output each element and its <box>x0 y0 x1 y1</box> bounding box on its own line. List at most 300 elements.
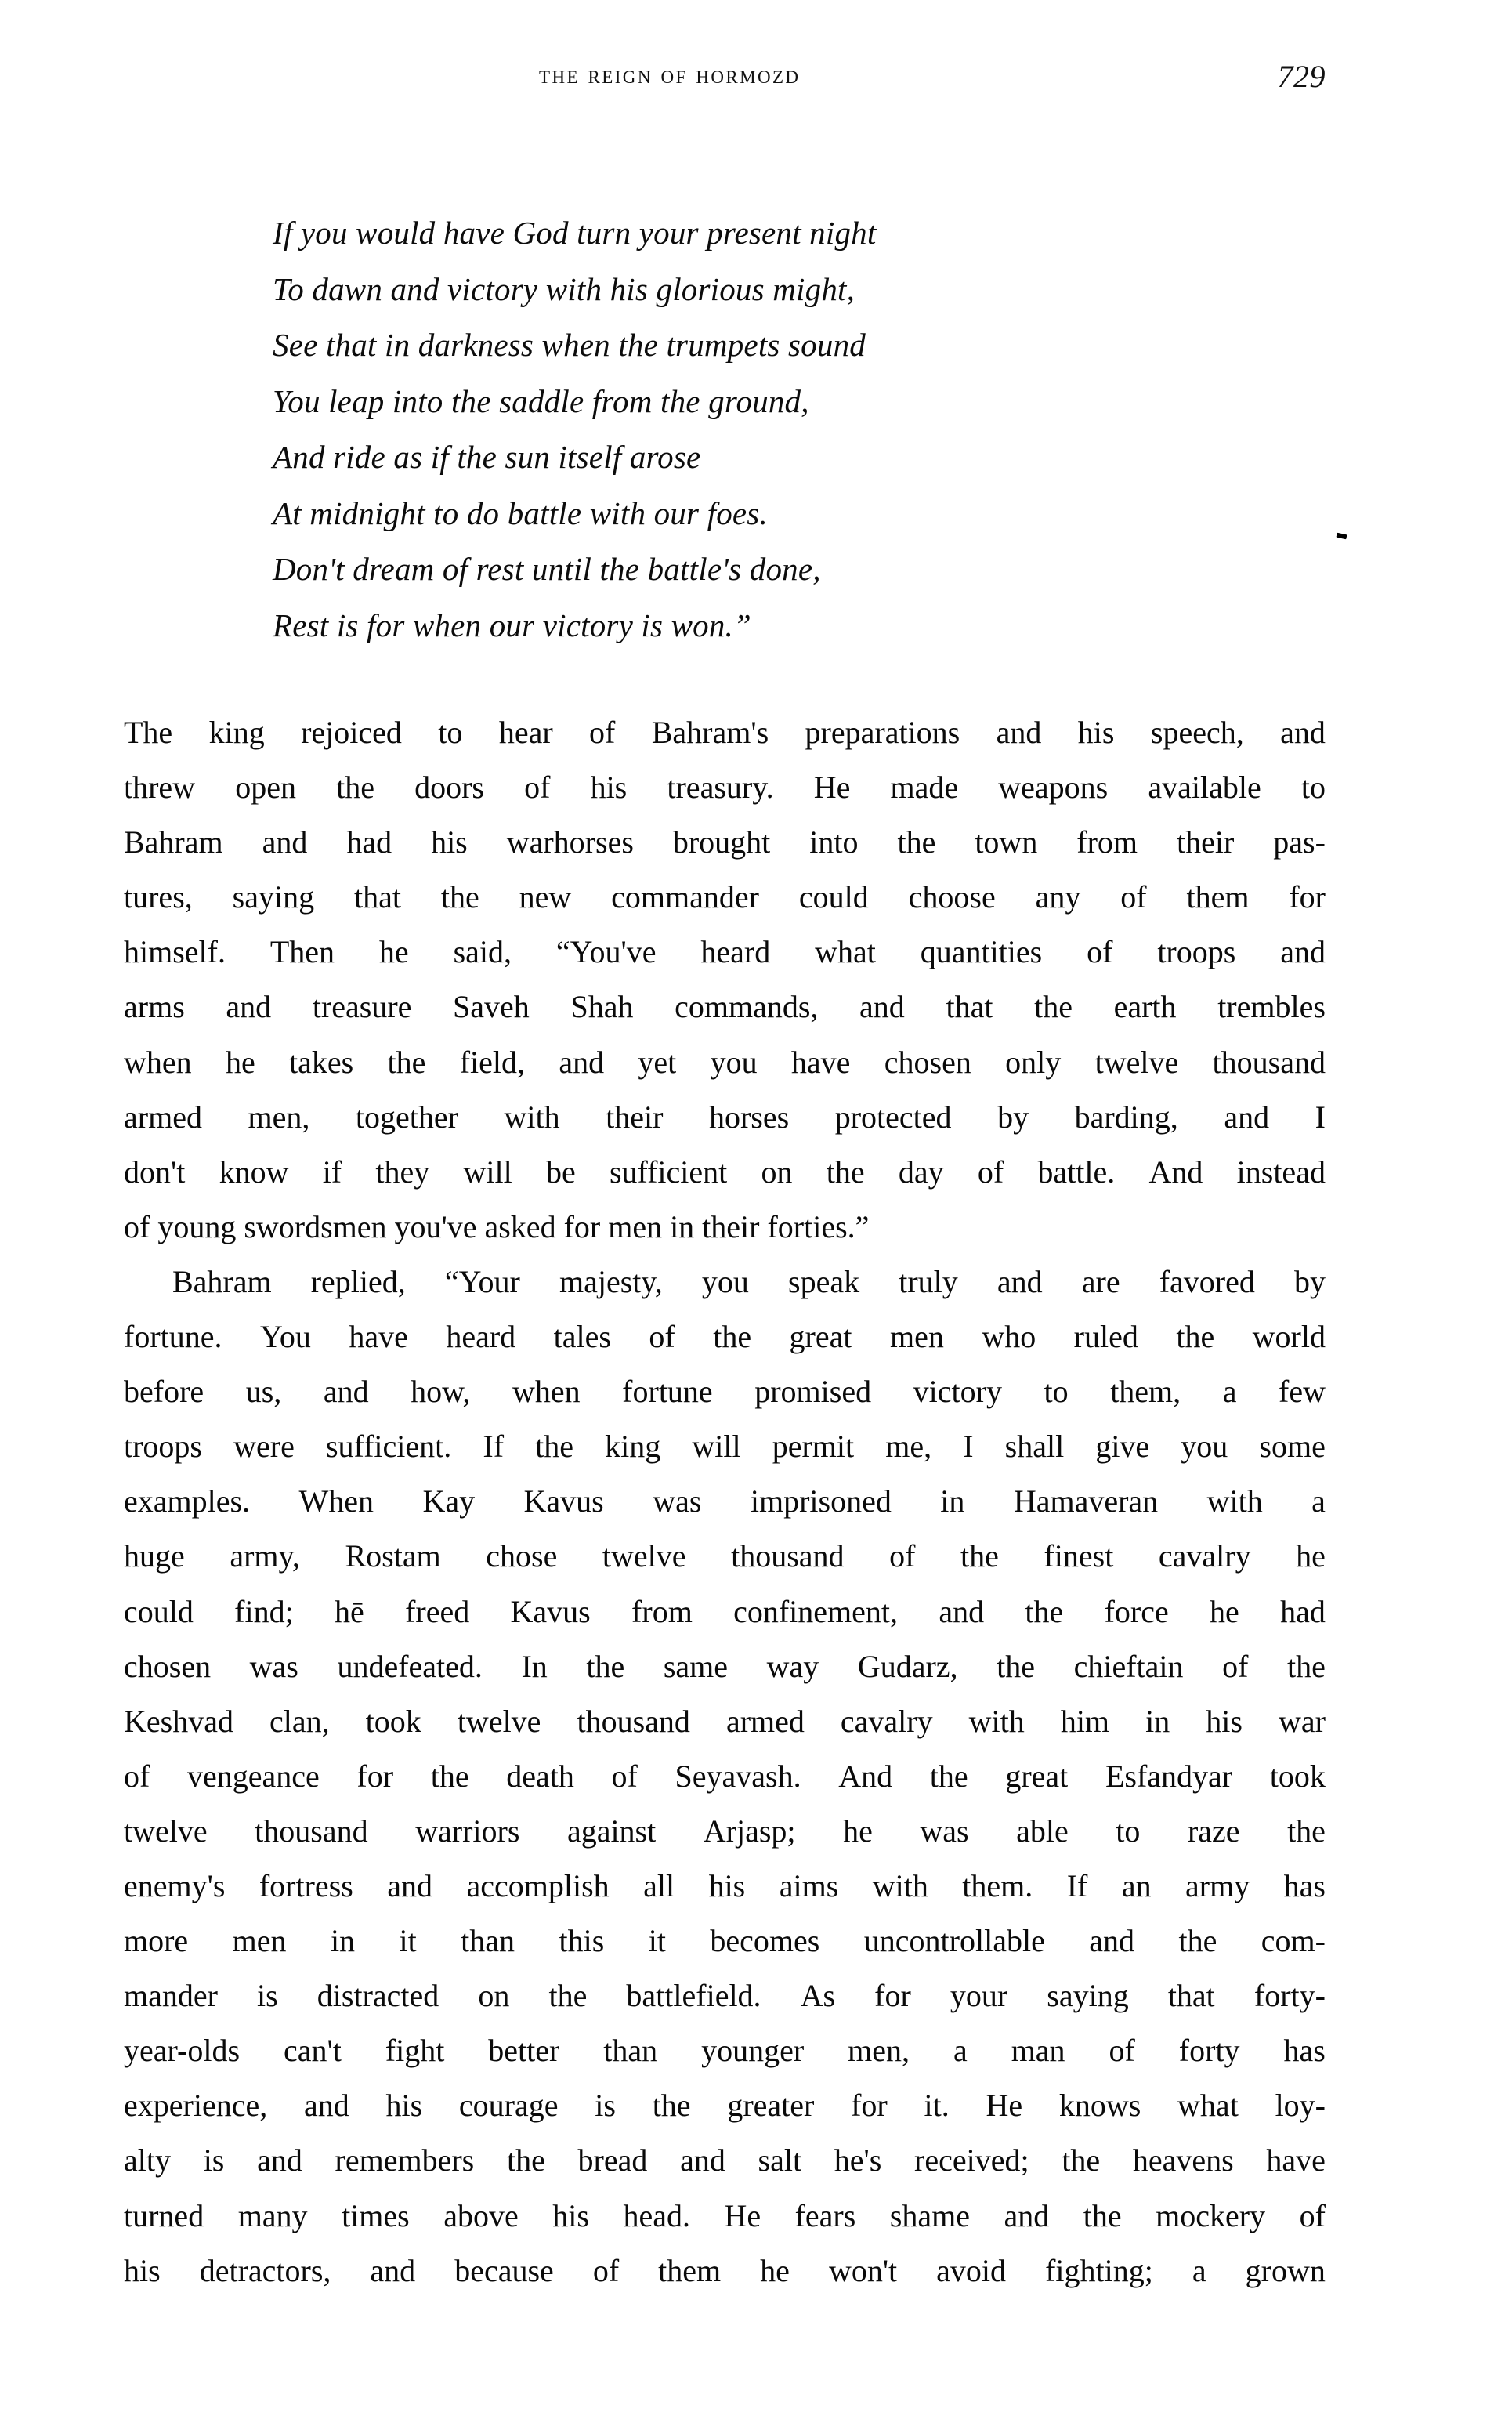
prose-word: victory <box>913 1374 1002 1410</box>
prose-word: what <box>815 934 876 970</box>
prose-line <box>124 760 1326 815</box>
prose-word: his <box>590 770 628 806</box>
prose-word: his <box>708 1867 746 1903</box>
prose-line <box>124 1090 1326 1145</box>
prose-word: to <box>1116 1813 1141 1849</box>
prose-word: have <box>349 1319 408 1355</box>
prose-word: men <box>232 1923 287 1959</box>
verse-line: And ride as if the sun itself arose <box>273 439 701 475</box>
prose-word: armed <box>725 1703 805 1739</box>
prose-line <box>124 1419 1326 1474</box>
prose-word: “You've <box>555 934 657 970</box>
prose-word: could <box>124 1593 194 1629</box>
prose-word: of <box>524 770 551 806</box>
prose-word: world <box>1252 1319 1326 1355</box>
prose-word: He <box>724 2197 761 2233</box>
prose-word: replied, <box>310 1263 406 1299</box>
prose-word: If <box>483 1429 505 1465</box>
prose-word: year-olds <box>124 2033 241 2069</box>
prose-word: men, <box>248 1099 310 1135</box>
prose-word: Seyavash. <box>675 1758 801 1794</box>
prose-word: alty <box>124 2142 171 2179</box>
prose-word: available <box>1148 770 1261 806</box>
prose-line <box>124 1309 1326 1364</box>
prose-word: a <box>1192 2252 1206 2288</box>
prose-word: mander <box>124 1978 218 2014</box>
prose-word: speak <box>788 1263 860 1299</box>
prose-word: of <box>889 1538 916 1574</box>
prose-word: cavalry <box>840 1703 933 1739</box>
prose-line <box>124 980 1326 1034</box>
prose-line <box>124 1145 1326 1200</box>
prose-word: and <box>559 1044 605 1080</box>
prose-word: be <box>545 1154 576 1190</box>
prose-word: new <box>519 879 572 915</box>
prose-word: treasury. <box>667 770 774 806</box>
prose-word: the <box>929 1758 968 1794</box>
prose-word: the <box>1025 1593 1064 1629</box>
prose-word: before <box>124 1374 204 1410</box>
prose-line <box>124 1364 1326 1419</box>
prose-word: better <box>488 2033 560 2069</box>
prose-word: knows <box>1058 2088 1141 2124</box>
prose-word: freed <box>405 1593 470 1629</box>
prose-word: day <box>898 1154 944 1190</box>
prose-word: he <box>1296 1538 1326 1574</box>
prose-word: fight <box>385 2033 445 2069</box>
prose-word: that <box>946 989 993 1025</box>
prose-word: and <box>262 824 308 860</box>
prose-word: of <box>1087 934 1113 970</box>
prose-word: a <box>1222 1374 1237 1410</box>
prose-word: me, <box>885 1429 932 1465</box>
prose-word: king <box>605 1429 661 1465</box>
prose-word: himself. <box>124 934 226 970</box>
prose-word: the <box>548 1978 588 2014</box>
verse-line: If you would have God turn your present night <box>273 215 877 251</box>
prose-word: into <box>809 824 859 860</box>
prose-word: because <box>454 2252 554 2288</box>
prose-word: the <box>506 2142 545 2179</box>
prose-word: favored <box>1159 1263 1255 1299</box>
prose-word: confinement, <box>733 1593 899 1629</box>
prose-word: the <box>1286 1648 1326 1684</box>
prose-word: know <box>219 1154 289 1190</box>
prose-line <box>124 2189 1326 2244</box>
prose-word: has <box>1283 1867 1326 1903</box>
prose-word: fears <box>794 2197 856 2233</box>
prose-word: salt <box>758 2142 802 2179</box>
prose-word: greater <box>727 2088 815 2124</box>
prose-word: said, <box>453 934 512 970</box>
prose-word: for <box>356 1758 394 1794</box>
prose-word: will <box>692 1429 741 1465</box>
prose-word: their <box>1177 824 1235 860</box>
prose-line <box>124 2078 1326 2133</box>
prose-word: the <box>1034 989 1073 1025</box>
verse-line: Don't dream of rest until the battle's done, <box>273 551 821 587</box>
prose-word: of <box>649 1319 675 1355</box>
prose-word: he's <box>834 2142 882 2179</box>
prose-word: examples. <box>124 1483 251 1519</box>
prose-word: to <box>438 715 463 750</box>
prose-word: when <box>124 1044 192 1080</box>
prose-word: it <box>648 1923 666 1959</box>
prose-word: thousand <box>577 1703 690 1739</box>
prose-word: threw <box>124 770 196 806</box>
prose-line <box>124 1035 1326 1090</box>
prose-word: and <box>226 989 272 1025</box>
prose-word: Kavus <box>523 1483 604 1519</box>
prose-word: them <box>1186 879 1250 915</box>
prose-word: them <box>658 2252 722 2288</box>
prose-word: same <box>663 1648 729 1684</box>
prose-word: don't <box>124 1154 186 1190</box>
prose-word: forty- <box>1253 1978 1326 2014</box>
prose-word: the <box>1287 1813 1326 1849</box>
prose-word: Then <box>269 934 335 970</box>
prose-word: and <box>323 1374 369 1410</box>
prose-word: courage <box>458 2088 559 2124</box>
prose-word: Bahram's <box>651 715 769 750</box>
prose-word: arms <box>124 989 185 1025</box>
prose-word: Esfandyar <box>1105 1758 1233 1794</box>
prose-word: shame <box>889 2197 970 2233</box>
prose-word: avoid <box>936 2252 1007 2288</box>
prose-word: tures, <box>124 879 193 915</box>
prose-word: uncontrollable <box>863 1923 1045 1959</box>
prose-word: you <box>710 1044 758 1080</box>
prose-word: his <box>1077 715 1115 750</box>
prose-word: ruled <box>1073 1319 1138 1355</box>
prose-word: is <box>595 2088 616 2124</box>
verse-line: To dawn and victory with his glorious might, <box>273 270 855 307</box>
verse-line: Rest is for when our victory is won.” <box>273 607 752 643</box>
prose-word: us, <box>245 1374 282 1410</box>
prose-line <box>124 705 1326 760</box>
prose-word: together <box>355 1099 458 1135</box>
running-head <box>124 61 1326 108</box>
prose-line <box>124 2023 1326 2078</box>
prose-line <box>124 925 1326 980</box>
prose-word: he <box>1210 1593 1239 1629</box>
prose-word: by <box>997 1099 1029 1135</box>
prose-word: he <box>760 2252 790 2288</box>
prose-word: Kavus <box>510 1593 591 1629</box>
prose-word: twelve <box>602 1538 686 1574</box>
prose-word: he <box>378 934 409 970</box>
prose-word: man <box>1011 2033 1065 2069</box>
prose-word: received; <box>914 2142 1029 2179</box>
prose-word: who <box>982 1319 1036 1355</box>
prose-word: chieftain <box>1073 1648 1184 1684</box>
prose-line <box>124 1968 1326 2023</box>
prose-word: finest <box>1044 1538 1114 1574</box>
prose-word: tales <box>553 1319 611 1355</box>
prose-word: were <box>233 1429 295 1465</box>
prose-word: twelve <box>124 1813 208 1849</box>
prose-word: takes <box>289 1044 354 1080</box>
prose-line: of young swordsmen you've asked for men in their forties.” <box>124 1208 870 1244</box>
prose-word: on <box>761 1154 793 1190</box>
prose-word: weapons <box>998 770 1109 806</box>
prose-word: thousand <box>1212 1044 1326 1080</box>
prose-word: com- <box>1261 1923 1326 1959</box>
prose-word: the <box>826 1154 865 1190</box>
prose-word: the <box>1083 2197 1122 2233</box>
prose-word: and <box>303 2088 349 2124</box>
prose-word: times <box>342 2197 410 2233</box>
prose-word: for <box>874 1978 911 2014</box>
prose-word: I <box>1315 1099 1326 1135</box>
prose-word: to <box>1300 770 1326 806</box>
prose-word: in <box>1145 1703 1170 1739</box>
prose-word: by <box>1293 1263 1326 1299</box>
prose-word: Saveh <box>453 989 530 1025</box>
prose-word: and <box>859 989 905 1025</box>
prose-word: sufficient. <box>325 1429 452 1465</box>
prose-word: what <box>1177 2088 1239 2124</box>
prose-word: turned <box>124 2197 204 2233</box>
prose-word: how, <box>411 1374 471 1410</box>
prose-word: the <box>713 1319 752 1355</box>
prose-word: protected <box>834 1099 952 1135</box>
prose-line <box>124 1639 1326 1694</box>
prose-line <box>124 1804 1326 1859</box>
prose-word: Gudarz, <box>857 1648 958 1684</box>
prose-word: earth <box>1113 989 1177 1025</box>
prose-word: speech, <box>1150 715 1244 750</box>
prose-word: thousand <box>731 1538 845 1574</box>
prose-word: all <box>643 1867 675 1903</box>
prose-word: Shah <box>570 989 634 1025</box>
prose-word: experience, <box>124 2088 268 2124</box>
prose-word: battlefield. <box>626 1978 761 2014</box>
prose-word: army, <box>230 1538 300 1574</box>
prose-word: your <box>950 1978 1008 2014</box>
prose-word: open <box>235 770 296 806</box>
prose-word: king <box>208 715 265 750</box>
prose-word: town <box>975 824 1038 860</box>
prose-word: and <box>257 2142 302 2179</box>
prose-word: heavens <box>1132 2142 1234 2179</box>
prose-word: brought <box>672 824 771 860</box>
prose-word: In <box>521 1648 548 1684</box>
prose-word: barding, <box>1074 1099 1178 1135</box>
prose-word: Hamaveran <box>1013 1483 1159 1519</box>
prose-word: becomes <box>710 1923 820 1959</box>
prose-word: mockery <box>1156 2197 1266 2233</box>
prose-word: the <box>586 1648 625 1684</box>
prose-word: and <box>1280 934 1326 970</box>
prose-word: promised <box>754 1374 872 1410</box>
verse-line: See that in darkness when the trumpets sound <box>273 327 866 363</box>
prose-word: twelve <box>457 1703 541 1739</box>
prose-word: their <box>606 1099 664 1135</box>
verse-line: You leap into the saddle from the ground, <box>273 382 809 419</box>
prose-word: twelve <box>1094 1044 1179 1080</box>
prose-word: and <box>939 1593 985 1629</box>
prose-word: with <box>1206 1483 1263 1519</box>
prose-word: in <box>940 1483 965 1519</box>
prose-word: took <box>1269 1758 1326 1794</box>
prose-word: in <box>330 1923 356 1959</box>
prose-word: warhorses <box>506 824 634 860</box>
prose-word: of <box>124 1758 150 1794</box>
prose-word: field, <box>459 1044 526 1080</box>
prose-word: Kay <box>422 1483 476 1519</box>
prose-word: and <box>1224 1099 1270 1135</box>
prose-word: force <box>1104 1593 1169 1629</box>
prose-word: remembers <box>335 2142 475 2179</box>
prose-word: detractors, <box>199 2252 331 2288</box>
prose-word: heard <box>700 934 771 970</box>
running-head-title: the reign of hormozd <box>539 61 801 89</box>
prose-word: able <box>1016 1813 1069 1849</box>
prose-word: pas- <box>1273 824 1326 860</box>
prose-word: saying <box>232 879 315 915</box>
prose-word: army <box>1185 1867 1250 1903</box>
prose-word: that <box>1167 1978 1215 2014</box>
prose-word: to <box>1044 1374 1069 1410</box>
prose-word: troops <box>124 1429 202 1465</box>
prose-word: quantities <box>920 934 1043 970</box>
prose-word: fortune. <box>124 1319 222 1355</box>
prose-word: from <box>1076 824 1138 860</box>
prose-word: from <box>631 1593 693 1629</box>
prose-word: aims <box>779 1867 839 1903</box>
prose-word: fortress <box>259 1867 353 1903</box>
prose-word: the <box>430 1758 469 1794</box>
prose-word: that <box>353 879 401 915</box>
prose-word: loy- <box>1275 2088 1326 2124</box>
prose-word: he <box>843 1813 873 1849</box>
prose-word: chose <box>486 1538 558 1574</box>
prose-word: had <box>346 824 392 860</box>
prose-word: grown <box>1245 2252 1326 2288</box>
prose-word: Bahram <box>172 1263 272 1299</box>
prose-word: heard <box>446 1319 516 1355</box>
prose-word: had <box>1280 1593 1326 1629</box>
prose-word: and <box>1280 715 1326 750</box>
prose-word: clan, <box>269 1703 330 1739</box>
prose-word: “Your <box>444 1263 520 1299</box>
prose-word: head. <box>623 2197 690 2233</box>
prose-word: commands, <box>675 989 819 1025</box>
verse-line: At midnight to do battle with our foes. <box>273 494 768 531</box>
prose-word: trembles <box>1217 989 1326 1025</box>
prose-word: When <box>298 1483 374 1519</box>
verse-block <box>273 205 1150 654</box>
prose-word: only <box>1005 1044 1062 1080</box>
prose-word: you <box>1181 1429 1228 1465</box>
prose-word: And <box>838 1758 893 1794</box>
prose-word: of <box>611 1758 638 1794</box>
prose-word: any <box>1035 879 1081 915</box>
prose-word: the <box>1176 1319 1215 1355</box>
prose-word: few <box>1279 1374 1326 1410</box>
prose-word: his <box>385 2088 423 2124</box>
prose-word: for <box>1289 879 1326 915</box>
prose-word: I <box>963 1429 974 1465</box>
prose-word: than <box>603 2033 658 2069</box>
prose-word: He <box>813 770 851 806</box>
prose-word: and <box>996 715 1042 750</box>
prose-word: will <box>463 1154 512 1190</box>
prose-word: battle. <box>1037 1154 1116 1190</box>
prose-word: the <box>652 2088 691 2124</box>
prose-word: with <box>504 1099 560 1135</box>
prose-word: he <box>225 1044 255 1080</box>
prose-word: chosen <box>884 1044 971 1080</box>
prose-word: they <box>375 1154 430 1190</box>
prose-word: yet <box>638 1044 677 1080</box>
prose-line <box>124 1694 1326 1749</box>
prose-line <box>124 1255 1326 1309</box>
prose-line <box>124 1474 1326 1529</box>
prose-word: vengeance <box>186 1758 320 1794</box>
prose-word: the <box>897 824 936 860</box>
prose-word: bread <box>577 2142 648 2179</box>
prose-word: the <box>440 879 479 915</box>
prose-word: If <box>1066 1867 1088 1903</box>
prose-word: can't <box>283 2033 342 2069</box>
prose-word: the <box>997 1648 1035 1684</box>
prose-word: a <box>1311 1483 1326 1519</box>
prose-word: for <box>851 2088 888 2124</box>
prose-word: could <box>798 879 869 915</box>
prose-word: forty <box>1178 2033 1240 2069</box>
prose-word: way <box>766 1648 819 1684</box>
prose-word: The <box>124 715 173 750</box>
prose-word: distracted <box>317 1978 439 2014</box>
prose-word: accomplish <box>466 1867 610 1903</box>
prose-word: cavalry <box>1158 1538 1251 1574</box>
prose-word: and <box>1089 1923 1135 1959</box>
prose-word: men, <box>848 2033 910 2069</box>
prose-word: Rostam <box>345 1538 441 1574</box>
prose-word: armed <box>124 1099 202 1135</box>
prose-word: Bahram <box>124 824 223 860</box>
prose-word: his <box>431 824 468 860</box>
prose-word: has <box>1283 2033 1326 2069</box>
prose-word: and <box>370 2252 416 2288</box>
prose-word: thousand <box>255 1813 368 1849</box>
prose-word: give <box>1095 1429 1150 1465</box>
prose-word: was <box>653 1483 702 1519</box>
prose-word: won't <box>828 2252 898 2288</box>
prose-word: majesty, <box>559 1263 663 1299</box>
prose-word: and <box>387 1867 433 1903</box>
prose-word: are <box>1081 1263 1120 1299</box>
prose-word: younger <box>701 2033 805 2069</box>
prose-word: and <box>997 1263 1043 1299</box>
prose-word: As <box>800 1978 836 2014</box>
prose-word: a <box>953 2033 968 2069</box>
prose-word: the <box>1178 1923 1217 1959</box>
prose-word: preparations <box>805 715 960 750</box>
prose-word: hē <box>335 1593 364 1629</box>
prose-word: his <box>1206 1703 1243 1739</box>
prose-word: raze <box>1187 1813 1240 1849</box>
prose-line <box>124 1585 1326 1639</box>
prose-word: enemy's <box>124 1867 226 1903</box>
prose-word: you <box>701 1263 749 1299</box>
prose-word: when <box>512 1374 581 1410</box>
prose-word: with <box>872 1867 928 1903</box>
prose-word: troops <box>1157 934 1236 970</box>
prose-word: with <box>968 1703 1025 1739</box>
